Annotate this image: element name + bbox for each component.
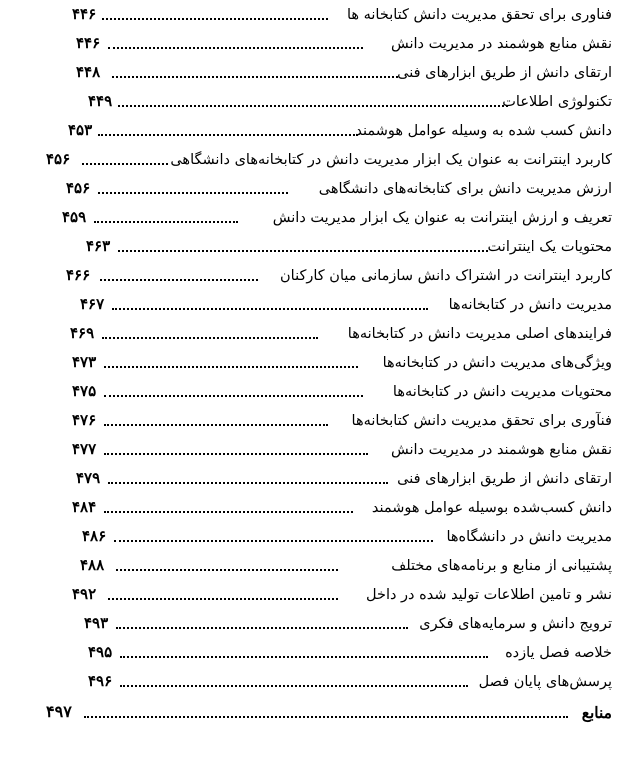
toc-dot-leader: [98, 134, 358, 136]
toc-dot-leader: [100, 279, 258, 281]
toc-entry-title: تکنولوژی اطلاعات: [499, 91, 612, 113]
toc-entry[interactable]: [0, 118, 628, 146]
toc-entry[interactable]: [0, 321, 628, 349]
toc-entry[interactable]: [0, 408, 628, 436]
toc-entry-page: ۴۸۴: [72, 498, 97, 516]
toc-dot-leader: [94, 221, 238, 223]
toc-dot-leader: [102, 18, 328, 20]
toc-dot-leader: [108, 482, 388, 484]
toc-entry[interactable]: [0, 524, 628, 552]
toc-entry[interactable]: [0, 495, 628, 523]
toc-entry-title: خلاصه فصل یازده: [502, 642, 612, 664]
toc-entry[interactable]: [0, 582, 628, 610]
toc-entry-page: ۴۹۵: [88, 643, 113, 661]
toc-entry[interactable]: [0, 234, 628, 262]
toc-entry-page: ۴۹۶: [88, 672, 113, 690]
toc-dot-leader: [82, 163, 168, 165]
toc-entry[interactable]: [0, 437, 628, 465]
toc-entry-title: محتویات یک اینترانت: [485, 236, 612, 258]
toc-entry-page: ۴۷۹: [76, 469, 101, 487]
toc-entry[interactable]: [0, 350, 628, 378]
toc-entry-page: ۴۸۶: [82, 527, 107, 545]
toc-entry-page: ۴۴۸: [76, 63, 101, 81]
toc-entry-title: کاربرد اینترانت در اشتراک دانش سازمانی میان کارکنان: [277, 265, 612, 287]
toc-entry[interactable]: [0, 669, 628, 697]
toc-entry-page: ۴۹۷: [46, 702, 72, 721]
toc-dot-leader: [98, 192, 288, 194]
toc-dot-leader: [104, 366, 358, 368]
toc-entry-title: ترویج دانش و سرمایه‌های فکری: [416, 613, 612, 635]
toc-entry[interactable]: [0, 611, 628, 639]
toc-entry-page: ۴۶۹: [70, 324, 95, 342]
toc-entry[interactable]: [0, 2, 628, 30]
toc-entry-title: پرسش‌های پایان فصل: [476, 671, 612, 693]
toc-entry[interactable]: [0, 60, 628, 88]
toc-entry-page: ۴۶۶: [66, 266, 91, 284]
toc-dot-leader: [112, 308, 428, 310]
toc-entry[interactable]: [0, 466, 628, 494]
toc-entry-title: محتویات مدیریت دانش در کتابخانه‌ها: [390, 381, 612, 403]
toc-entry-title: دانش کسب‌شده بوسیله عوامل هوشمند: [369, 497, 612, 519]
toc-entry-page: ۴۵۶: [66, 179, 91, 197]
toc-entry-title: مدیریت دانش در کتابخانه‌ها: [446, 294, 612, 316]
toc-dot-leader: [104, 424, 328, 426]
toc-entry-title: نقش منابع هوشمند در مدیریت دانش: [388, 33, 612, 55]
toc-entry-page: ۴۴۶: [76, 34, 101, 52]
toc-entry-page: ۴۹۳: [84, 614, 109, 632]
toc-entry-title: ارزش مدیریت دانش برای کتابخانه‌های دانشگاهی: [316, 178, 612, 200]
toc-dot-leader: [120, 685, 468, 687]
toc-entry[interactable]: [0, 553, 628, 581]
toc-entry[interactable]: [0, 263, 628, 291]
toc-entry-title: منابع: [579, 702, 612, 724]
toc-entry-page: ۴۶۷: [80, 295, 105, 313]
toc-dot-leader: [116, 569, 338, 571]
toc-dot-leader: [112, 76, 398, 78]
toc-dot-leader: [108, 598, 338, 600]
toc-entry[interactable]: [0, 379, 628, 407]
toc-entry-page: ۴۷۷: [72, 440, 97, 458]
toc-dot-leader: [104, 453, 368, 455]
toc-dot-leader: [120, 656, 488, 658]
toc-entry-page: ۴۶۳: [86, 237, 111, 255]
toc-entry-title: ارتقای دانش از طریق ابزارهای فنی: [394, 62, 612, 84]
toc-entry[interactable]: [0, 147, 628, 175]
toc-entry-page: ۴۴۶: [72, 5, 97, 23]
toc-dot-leader: [118, 250, 488, 252]
toc-entry-title: مدیریت دانش در دانشگاه‌ها: [443, 526, 612, 548]
toc-entry-page: ۴۸۸: [80, 556, 105, 574]
toc-dot-leader: [114, 540, 433, 542]
toc-dot-leader: [116, 627, 408, 629]
toc-entry-references[interactable]: [0, 700, 628, 728]
toc-entry-page: ۴۷۵: [72, 382, 97, 400]
toc-entry-title: فرایندهای اصلی مدیریت دانش در کتابخانه‌ها: [345, 323, 612, 345]
toc-entry-title: ویژگی‌های مدیریت دانش در کتابخانه‌ها: [380, 352, 612, 374]
toc-dot-leader: [108, 47, 363, 49]
toc-entry-page: ۴۷۶: [72, 411, 97, 429]
toc-entry[interactable]: [0, 89, 628, 117]
toc-entry-title: تعریف و ارزش اینترانت به عنوان یک ابزار مدیریت دانش: [270, 207, 612, 229]
toc-entry-page: ۴۵۳: [68, 121, 93, 139]
toc-entry[interactable]: [0, 31, 628, 59]
toc-entry-page: ۴۵۶: [46, 150, 71, 168]
toc-entry-page: ۴۴۹: [88, 92, 113, 110]
toc-entry-title: فنآوری برای تحقق مدیریت دانش کتابخانه‌ها: [349, 410, 612, 432]
toc-dot-leader: [84, 716, 568, 718]
toc-entry-title: نشر و تامین اطلاعات تولید شده در داخل: [363, 584, 612, 606]
toc-dot-leader: [102, 337, 318, 339]
toc-entry-page: ۴۹۲: [72, 585, 97, 603]
toc-dot-leader: [104, 511, 353, 513]
toc-entry-title: پشتیبانی از منابع و برنامه‌های مختلف: [388, 555, 612, 577]
toc-entry[interactable]: [0, 176, 628, 204]
toc-entry-title: نقش منابع هوشمند در مدیریت دانش: [388, 439, 612, 461]
toc-entry[interactable]: [0, 292, 628, 320]
toc-entry-page: ۴۷۳: [72, 353, 97, 371]
toc-entry-title: فناوری برای تحقق مدیریت دانش کتابخانه ها: [344, 4, 612, 26]
toc-entry-title: کاربرد اینترانت به عنوان یک ابزار مدیریت دانش در کتابخانه‌های دانشگاهی: [167, 149, 612, 171]
toc-entry-title: دانش کسب شده به وسیله عوامل هوشمند: [352, 120, 612, 142]
toc-entry-title: ارتقای دانش از طریق ابزارهای فنی: [394, 468, 612, 490]
toc-dot-leader: [118, 105, 508, 107]
toc-entry[interactable]: [0, 640, 628, 668]
toc-entry-page: ۴۵۹: [62, 208, 87, 226]
toc-dot-leader: [104, 395, 363, 397]
toc-entry[interactable]: [0, 205, 628, 233]
